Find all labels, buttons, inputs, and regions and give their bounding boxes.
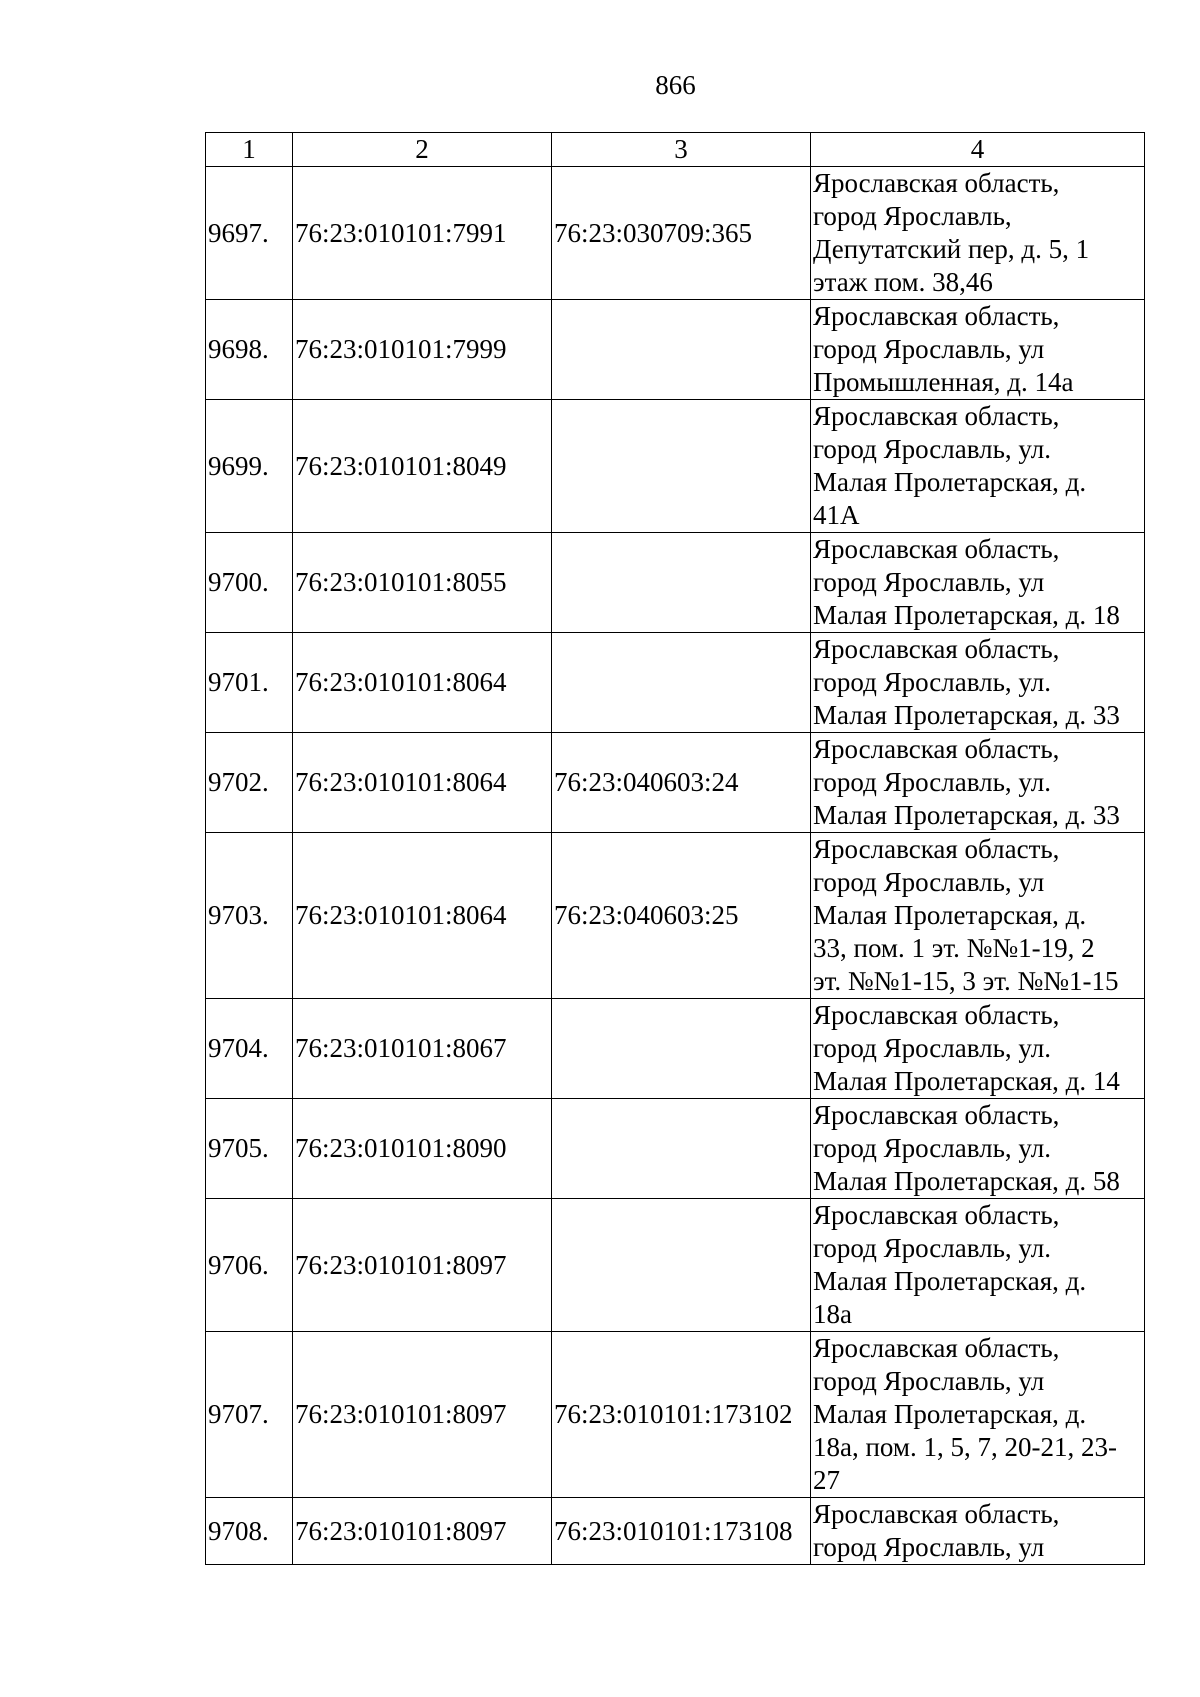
row-number-cell: 9699.	[206, 400, 293, 533]
table-body	[206, 133, 1145, 1565]
related-cadastral-number-cell	[552, 999, 811, 1099]
table-row	[206, 733, 1145, 833]
table-row	[206, 833, 1145, 999]
row-number-cell: 9701.	[206, 633, 293, 733]
address-cell: Ярославская область, город Ярославль, ул. Малая Пролетарская, д. 33	[811, 733, 1145, 833]
related-cadastral-number-cell: 76:23:040603:24	[552, 733, 811, 833]
cadastral-number-cell: 76:23:010101:8064	[293, 733, 552, 833]
address-cell: Ярославская область, город Ярославль, ул. Малая Пролетарская, д. 18а	[811, 1199, 1145, 1332]
related-cadastral-number-cell	[552, 1099, 811, 1199]
table-row	[206, 400, 1145, 533]
header-cell-2: 2	[293, 133, 552, 167]
related-cadastral-number-cell: 76:23:030709:365	[552, 167, 811, 300]
cadastral-number-cell: 76:23:010101:8049	[293, 400, 552, 533]
table-row	[206, 533, 1145, 633]
table-row	[206, 1498, 1145, 1565]
cadastral-number-cell: 76:23:010101:8055	[293, 533, 552, 633]
cadastral-number-cell: 76:23:010101:8097	[293, 1498, 552, 1565]
cadastral-number-cell: 76:23:010101:7999	[293, 300, 552, 400]
cadastral-number-cell: 76:23:010101:8064	[293, 633, 552, 733]
page-number: 866	[655, 70, 696, 100]
table-row	[206, 1199, 1145, 1332]
row-number-cell: 9703.	[206, 833, 293, 999]
table-row	[206, 167, 1145, 300]
row-number-cell: 9708.	[206, 1498, 293, 1565]
row-number-cell: 9697.	[206, 167, 293, 300]
address-cell: Ярославская область, город Ярославль, ул. Малая Пролетарская, д. 33	[811, 633, 1145, 733]
row-number-cell: 9702.	[206, 733, 293, 833]
related-cadastral-number-cell: 76:23:040603:25	[552, 833, 811, 999]
table-row	[206, 1099, 1145, 1199]
cadastral-number-cell: 76:23:010101:7991	[293, 167, 552, 300]
address-cell: Ярославская область, город Ярославль, ул. Малая Пролетарская, д. 58	[811, 1099, 1145, 1199]
related-cadastral-number-cell: 76:23:010101:173108	[552, 1498, 811, 1565]
cadastral-number-cell: 76:23:010101:8097	[293, 1332, 552, 1498]
related-cadastral-number-cell	[552, 400, 811, 533]
address-cell: Ярославская область, город Ярославль, ул Малая Пролетарская, д. 18	[811, 533, 1145, 633]
address-cell: Ярославская область, город Ярославль, ул Малая Пролетарская, д. 18а, пом. 1, 5, 7, 20-21, 23- 27	[811, 1332, 1145, 1498]
address-cell: Ярославская область, город Ярославль, ул Промышленная, д. 14а	[811, 300, 1145, 400]
row-number-cell: 9700.	[206, 533, 293, 633]
cadastral-number-cell: 76:23:010101:8097	[293, 1199, 552, 1332]
registry-table	[205, 132, 1145, 1565]
related-cadastral-number-cell	[552, 533, 811, 633]
table-row	[206, 999, 1145, 1099]
header-row	[206, 133, 1145, 167]
row-number-cell: 9705.	[206, 1099, 293, 1199]
cadastral-number-cell: 76:23:010101:8067	[293, 999, 552, 1099]
row-number-cell: 9698.	[206, 300, 293, 400]
row-number-cell: 9704.	[206, 999, 293, 1099]
header-cell-4: 4	[811, 133, 1145, 167]
cadastral-number-cell: 76:23:010101:8064	[293, 833, 552, 999]
table-row	[206, 633, 1145, 733]
cadastral-number-cell: 76:23:010101:8090	[293, 1099, 552, 1199]
header-cell-3: 3	[552, 133, 811, 167]
header-cell-1: 1	[206, 133, 293, 167]
address-cell: Ярославская область, город Ярославль, ул Малая Пролетарская, д. 33, пом. 1 эт. №№1-19, 2 эт. №№1-15, 3 эт. №№1-15	[811, 833, 1145, 999]
table-row	[206, 1332, 1145, 1498]
address-cell: Ярославская область, город Ярославль, ул	[811, 1498, 1145, 1565]
row-number-cell: 9707.	[206, 1332, 293, 1498]
related-cadastral-number-cell	[552, 300, 811, 400]
related-cadastral-number-cell	[552, 1199, 811, 1332]
table-row	[206, 300, 1145, 400]
row-number-cell: 9706.	[206, 1199, 293, 1332]
related-cadastral-number-cell: 76:23:010101:173102	[552, 1332, 811, 1498]
address-cell: Ярославская область, город Ярославль, ул. Малая Пролетарская, д. 41А	[811, 400, 1145, 533]
address-cell: Ярославская область, город Ярославль, Депутатский пер, д. 5, 1 этаж пом. 38,46	[811, 167, 1145, 300]
related-cadastral-number-cell	[552, 633, 811, 733]
address-cell: Ярославская область, город Ярославль, ул. Малая Пролетарская, д. 14	[811, 999, 1145, 1099]
